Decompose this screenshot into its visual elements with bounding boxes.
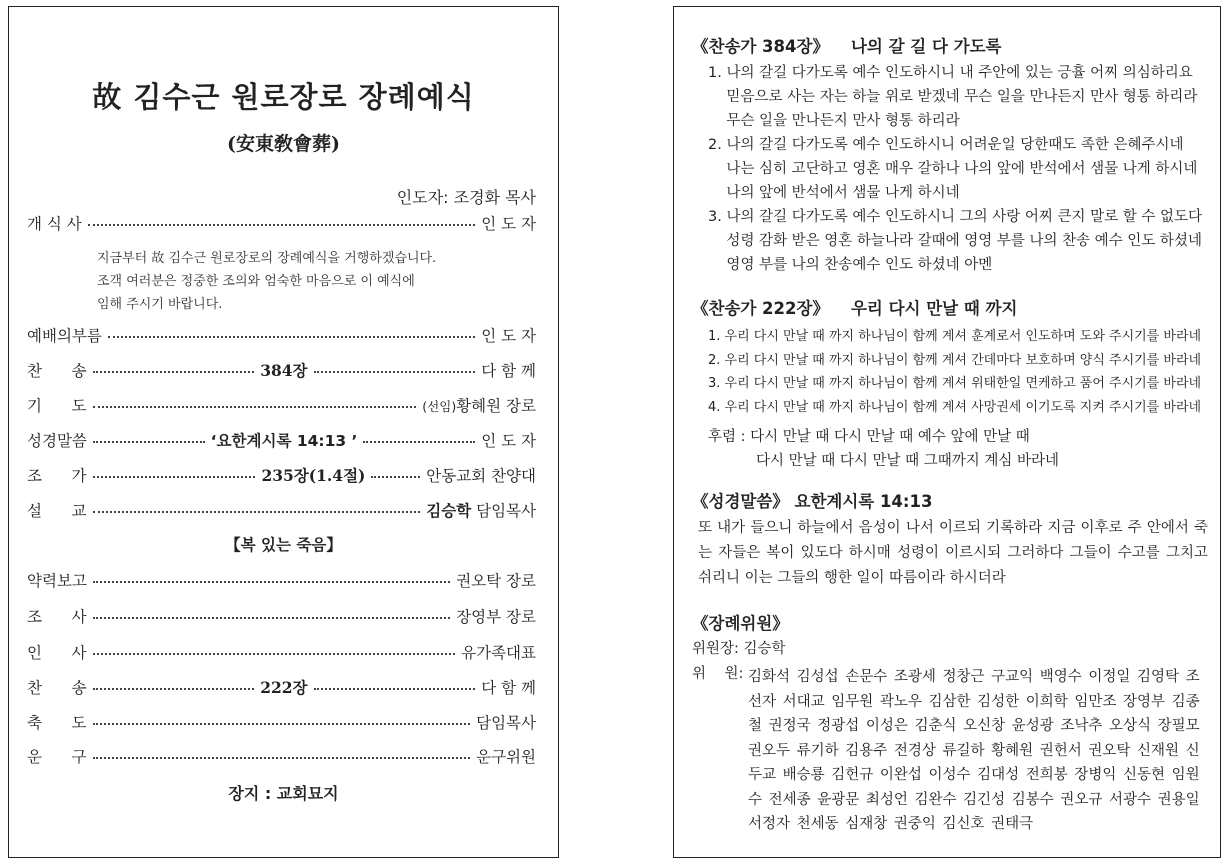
order-leader: 담임목사 (471, 502, 536, 520)
order-item (27, 463, 536, 487)
dot-leader (93, 688, 255, 690)
dot-leader (108, 336, 475, 338)
order-detail: 384장 (260, 361, 308, 380)
dot-leader (93, 511, 421, 513)
lyric-line: 3. 우리 다시 만날 때 까지 하나님이 함께 계셔 위태한일 면케하고 품어 주시기를 바라네 (708, 376, 1202, 391)
order-label: 조 사 (27, 608, 87, 626)
dot-leader (314, 688, 476, 690)
order-label: 약력보고 (27, 572, 87, 590)
refrain-line: 다시 만날 때 다시 만날 때 예수 앞에 만날 때 (750, 429, 1030, 445)
notice-line: 지금부터 故 김수근 원로장로의 장례예식을 거행하겠습니다. (97, 251, 437, 266)
dot-leader (93, 406, 417, 408)
order-item (27, 498, 536, 522)
refrain-label: 후렴 : (708, 429, 746, 445)
program-subtitle: (安東敎會葬) (227, 133, 340, 155)
order-leader: 유가족대표 (461, 644, 536, 662)
order-leader: 황혜원 장로 (456, 397, 536, 415)
lyric-line: 4. 우리 다시 만날 때 까지 하나님이 함께 계셔 사망권세 이기도록 지켜 주시기를 바라네 (708, 399, 1202, 415)
committee-members-label: 위 원: (692, 665, 744, 682)
officiant: 인도자: 조경화 목사 (396, 188, 536, 207)
order-leader: 장영부 장로 (456, 608, 536, 626)
order-detail: ‘요한계시록 14:13 ’ (210, 432, 358, 450)
order-label: 축 도 (27, 714, 87, 732)
notice-line: 임해 주시기 바랍니다. (97, 297, 223, 312)
order-leader: 다 함 께 (481, 362, 536, 380)
order-item (27, 640, 536, 664)
order-label: 운 구 (27, 748, 87, 766)
hymn-384-heading (692, 33, 1001, 57)
order-item (27, 710, 536, 734)
dot-leader (93, 476, 256, 478)
order-leader: 담임목사 (476, 714, 536, 732)
committee-heading: 《장례위원》 (692, 614, 789, 633)
committee-members: 김화석 김성섭 손문수 조광세 정창근 구교익 백영수 이정일 김영탁 조선자 서대교 임무원 곽노우 김삼한 김성한 이희학 임만조 장영부 김종철 권정국 정광섭 이성은 김춘식 오신창 윤성광 조낙추 오상식 장필모 권오두 류기하 김용주 전경상 류길하 황혜원 권헌서 권오탁 신재원 신두교 배승룡 김헌규 이완섭 이성수 김대성 전희봉 장병익 신동현 임원수 전세종 윤광문 최성언 김완수 김긴성 김봉수 권오규 서광수 권용일 서정자 천세동 심재창 권중익 김신호 권태극 (748, 669, 1200, 832)
dot-leader (314, 371, 476, 373)
order-label: 찬 송 (27, 679, 87, 697)
scripture-text: 또 내가 들으니 하늘에서 음성이 나서 이르되 기록하라 지금 이후로 주 안에서 죽는 자들은 복이 있도다 하시매 성령이 이르시되 그러하다 그들이 수고를 그치고 쉬리니 이는 그들의 행한 일이 따름이라 하시더라 (698, 520, 1208, 586)
lyric-line: 무슨 일을 만나든지 만사 형통 하리라 (708, 113, 960, 129)
order-label: 성경말씀 (27, 432, 87, 450)
order-item (27, 675, 536, 699)
order-item (27, 604, 536, 628)
order-leader: 운구위원 (476, 748, 536, 766)
order-label: 기 도 (27, 397, 87, 415)
order-item (27, 211, 536, 235)
order-label: 조 가 (27, 467, 87, 485)
order-item (27, 393, 536, 417)
order-leader: 인 도 자 (481, 215, 536, 233)
dot-leader (93, 723, 471, 725)
lyric-line: 성령 감화 받은 영혼 하늘나라 갈때에 영영 부를 나의 찬송 예수 인도 하셨네 (708, 233, 1202, 249)
lyric-line: 1. 나의 갈길 다가도록 예수 인도하시니 내 주안에 있는 긍휼 어찌 의심하리요 (708, 65, 1193, 81)
order-item (27, 323, 536, 347)
order-detail: 235장(1.4절) (261, 466, 366, 485)
order-label: 개 식 사 (27, 215, 82, 233)
lyric-line: 3. 나의 갈길 다가도록 예수 인도하시니 그의 사랑 어찌 큰지 말로 할 수 없도다 (708, 209, 1202, 225)
opening-notice (97, 247, 436, 316)
lyric-line: 1. 우리 다시 만날 때 까지 하나님이 함께 계셔 훈계로서 인도하며 도와 주시기를 바라네 (708, 329, 1202, 344)
lyric-line: 믿음으로 사는 자는 하늘 위로 받겠네 무슨 일을 만나든지 만사 형통 하리라 (708, 89, 1198, 105)
order-label: 설 교 (27, 502, 87, 520)
scripture-heading (692, 488, 932, 512)
committee-chair: 위원장: 김승학 (692, 641, 786, 657)
order-leader: 안동교회 찬양대 (426, 467, 536, 485)
dot-leader (371, 476, 420, 478)
lyric-line: 2. 나의 갈길 다가도록 예수 인도하시니 어려운일 당한때도 족한 은혜주시네 (708, 137, 1184, 153)
dot-leader (93, 371, 255, 373)
hymns-and-committee-page (673, 6, 1221, 858)
order-leader: 인 도 자 (481, 432, 536, 450)
dot-leader (88, 224, 475, 226)
order-item (27, 428, 536, 452)
order-label: 인 사 (27, 644, 87, 662)
scripture-label: 《성경말씀》 (692, 492, 789, 511)
order-label: 찬 송 (27, 362, 87, 380)
order-leader: 권오탁 장로 (456, 572, 536, 590)
program-title: 故 김수근 원로장로 장례예식 (92, 80, 475, 114)
hymn-title: 우리 다시 만날 때 까지 (850, 299, 1018, 318)
dot-leader (93, 617, 451, 619)
lyric-line: 나는 심히 고단하고 영혼 매우 갈하나 나의 앞에 반석에서 샘물 나게 하시네 (708, 161, 1198, 177)
hymn-384-lyrics (708, 61, 1202, 277)
hymn-number: 《찬송가 384장》 (692, 37, 829, 56)
burial-place: 장지 : 교회묘지 (228, 784, 339, 803)
dot-leader (93, 653, 456, 655)
notice-line: 조객 여러분은 정중한 조의와 엄숙한 마음으로 이 예식에 (97, 274, 415, 289)
funeral-program-page (8, 6, 559, 858)
order-leader-role: (선임) (422, 399, 457, 414)
preacher-name: 김승학 (426, 502, 472, 520)
funeral-committee (692, 637, 1200, 832)
dot-leader (93, 757, 471, 759)
dot-leader (93, 441, 205, 443)
hymn-title: 나의 갈 길 다 가도록 (850, 37, 1002, 56)
hymn-222-refrain (708, 425, 1030, 449)
lyric-line: 2. 우리 다시 만날 때 까지 하나님이 함께 계셔 간데마다 보호하며 양식 주시기를 바라네 (708, 352, 1202, 368)
dot-leader (363, 441, 475, 443)
order-item (27, 358, 536, 382)
hymn-number: 《찬송가 222장》 (692, 299, 829, 318)
hymn-222-heading (692, 295, 1017, 319)
dot-leader (93, 581, 450, 583)
order-item (27, 744, 536, 768)
order-leader: 인 도 자 (481, 327, 536, 345)
order-detail: 222장 (260, 678, 308, 697)
refrain-line: 다시 만날 때 다시 만날 때 그때까지 계심 바라네 (756, 453, 1060, 469)
lyric-line: 영영 부를 나의 찬송예수 인도 하셨네 아멘 (708, 257, 993, 273)
hymn-222-lyrics (708, 325, 1201, 419)
order-label: 예배의부름 (27, 327, 102, 345)
scripture-reference: 요한계시록 14:13 (794, 492, 933, 511)
lyric-line: 나의 앞에 반석에서 샘물 나게 하시네 (708, 185, 960, 201)
order-leader: 다 함 께 (481, 679, 536, 697)
sermon-title: 【복 있는 죽음】 (225, 536, 342, 554)
order-item (27, 568, 536, 592)
